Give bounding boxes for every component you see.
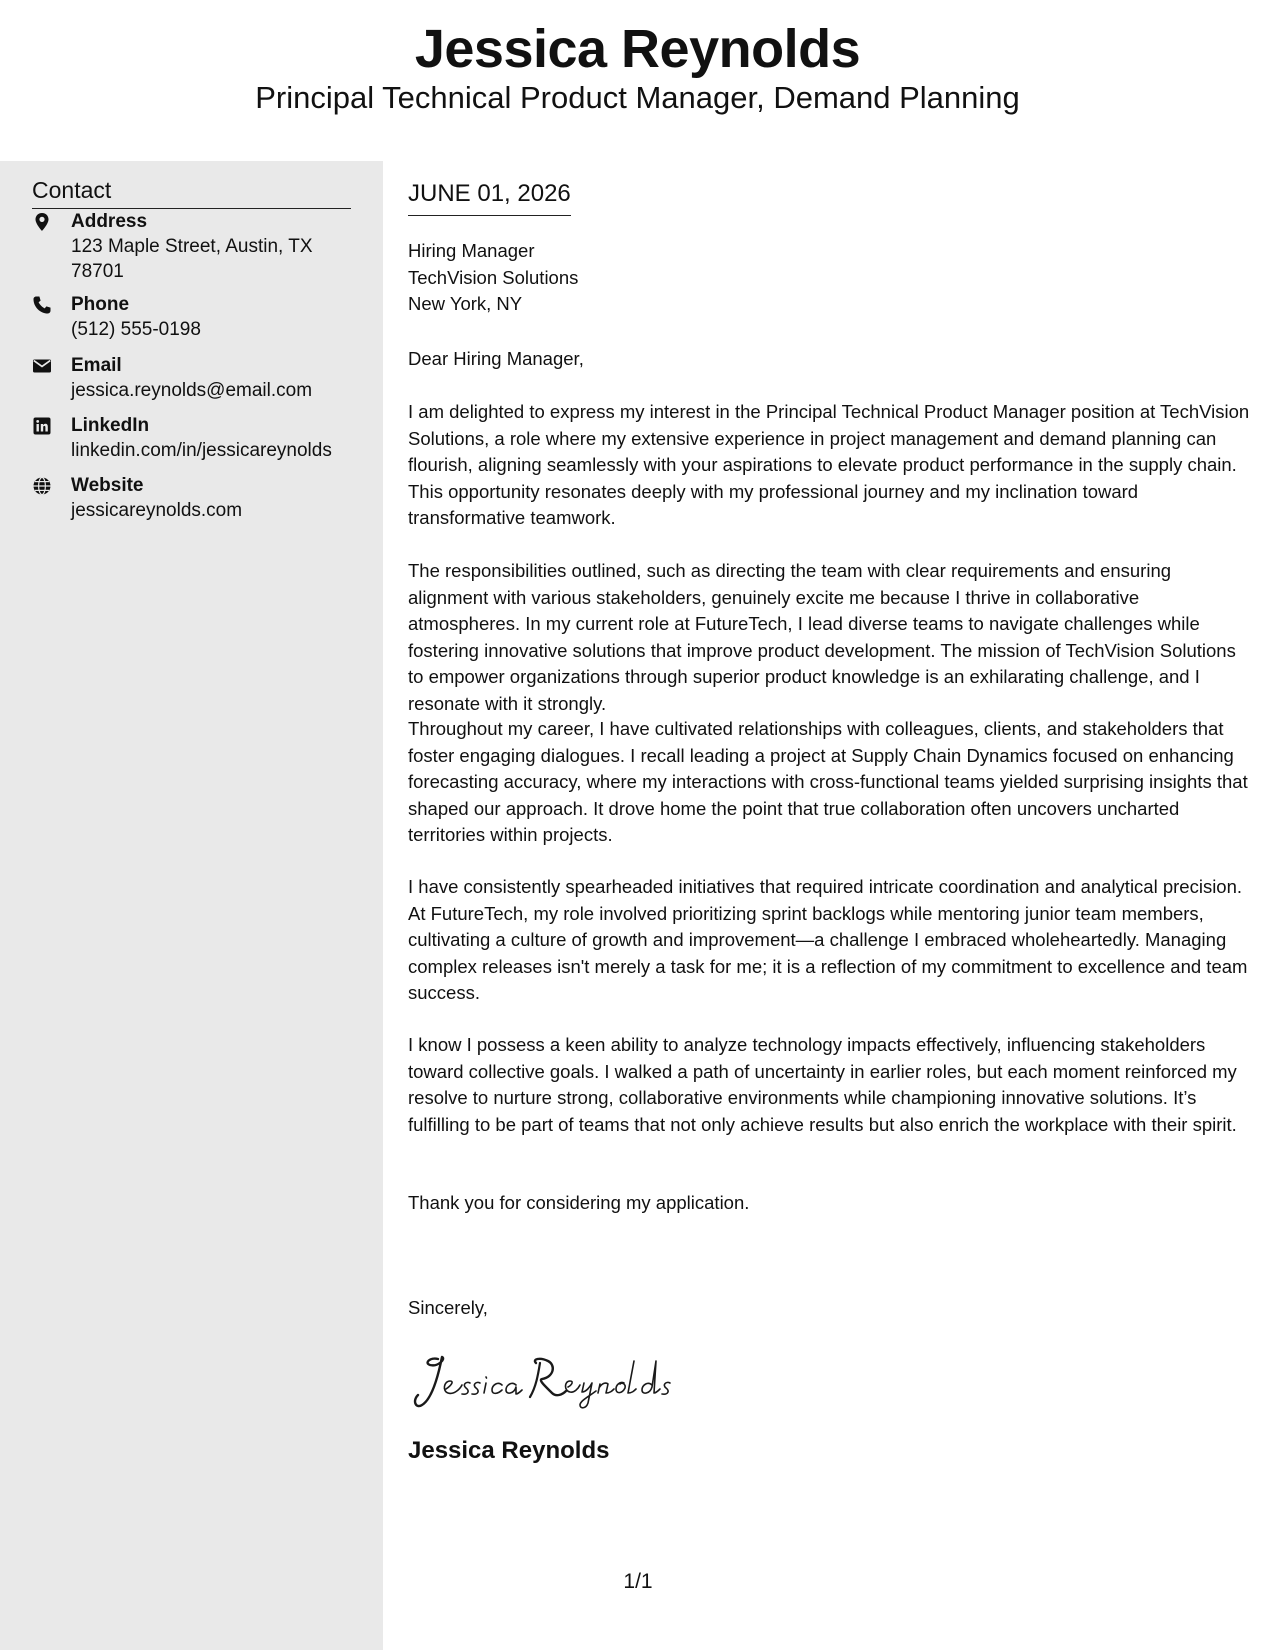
contact-label: Phone: [71, 294, 130, 315]
page-number: 1/1: [623, 1570, 653, 1593]
header: [0, 0, 1275, 160]
letter-paragraph: I know I possess a keen ability to analyze technology impacts effectively, influencing stakeholders toward collective goals. I walked a path of uncertainty in earlier roles, but each moment reinforced my resolve to nurture strong, collaborative environments while championing innovative solutions. It’s fulfilling to be part of teams that not only achieve results but also enrich the workplace with their spirit.: [408, 1034, 1237, 1135]
letter-paragraph: Throughout my career, I have cultivated relationships with colleagues, clients, and stakeholders that foster engaging dialogues. I recall leading a project at Supply Chain Dynamics focused on enhancing forecasting accuracy, where my interactions with cross-functional teams yielded surprising insights that shaped our approach. It drove home the point that true collaboration often uncovers uncharted territories within projects.: [408, 718, 1248, 845]
recipient-address: [408, 238, 578, 318]
contact-label: Website: [71, 475, 144, 496]
linkedin-icon: [32, 416, 54, 438]
contact-label: LinkedIn: [71, 415, 150, 436]
recipient-line: Hiring Manager: [408, 240, 535, 261]
job-title: Principal Technical Product Manager, Demand Planning: [255, 80, 1020, 115]
contact-value: (512) 555-0198: [71, 319, 201, 340]
recipient-line: New York, NY: [408, 293, 523, 314]
letter-date: JUNE 01, 2026: [408, 179, 571, 216]
signer-name: Jessica Reynolds: [408, 1437, 610, 1464]
contact-value: linkedin.com/in/jessicareynolds: [71, 440, 332, 461]
recipient-line: TechVision Solutions: [408, 266, 579, 288]
letter-paragraph: The responsibilities outlined, such as directing the team with clear requirements and ensuring alignment with various stakeholders, genuinely excite me because I thrive in collaborative atmospheres. In my current role at FutureTech, I lead diverse teams to navigate challenges while fostering innovative solutions that improve product development. The mission of TechVision Solutions to empower organizations through superior product knowledge is an exhilarating challenge, and I resonate with it strongly.: [408, 560, 1236, 714]
closing: Sincerely,: [408, 1297, 488, 1318]
applicant-name: Jessica Reynolds: [414, 19, 861, 79]
contact-sidebar: [0, 161, 383, 1650]
contact-label: Address: [71, 211, 148, 232]
envelope-icon: [32, 356, 54, 378]
salutation: Dear Hiring Manager,: [408, 348, 584, 369]
phone-icon: [32, 295, 54, 317]
letter-paragraph: I have consistently spearheaded initiatives that required intricate coordination and analytical precision. At FutureTech, my role involved prioritizing sprint backlogs while mentoring junior team members, cultivating a culture of growth and improvement—a challenge I embraced wholeheartedly. Managing complex releases isn't merely a task for me; it is a reflection of my commitment to excellence and team success.: [408, 876, 1248, 1003]
contact-heading: Contact: [32, 177, 351, 209]
contact-value: jessica.reynolds@email.com: [71, 380, 313, 401]
contact-label: Email: [71, 355, 122, 376]
globe-icon: [32, 476, 54, 498]
letter-paragraph: Thank you for considering my application.: [408, 1192, 750, 1213]
letter-paragraph: I am delighted to express my interest in the Principal Technical Product Manager position at TechVision Solutions, a role where my extensive experience in project management and demand planning can flourish, aligning seamlessly with your aspirations to elevate product performance in the supply chain. This opportunity resonates deeply with my professional journey and my inclination toward transformative teamwork.: [408, 401, 1250, 528]
handwritten-signature: [408, 1347, 678, 1417]
contact-value: 123 Maple Street, Austin, TX 78701: [71, 236, 313, 282]
contact-value: jessicareynolds.com: [71, 500, 243, 521]
map-pin-icon: [32, 212, 54, 234]
